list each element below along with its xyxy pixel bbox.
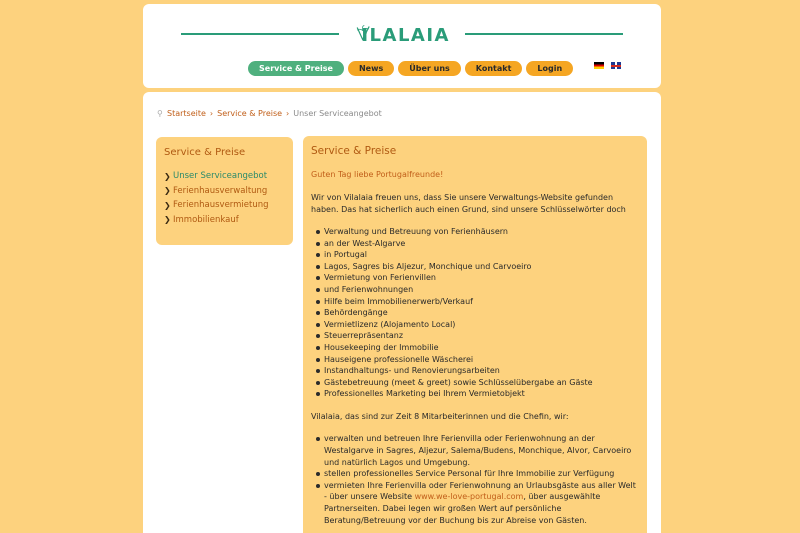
list-item: an der West-Algarve	[311, 238, 639, 250]
intro-paragraph: Wir von Vilalaia freuen uns, dass Sie unsere Verwaltungs-Website gefunden haben. Das hat sicherlich auch einen Grund, sind unsere Schlüsselwörter doch	[311, 193, 626, 214]
chevron-right-icon: ❯	[164, 215, 171, 224]
list-item: Hilfe beim Immobilienerwerb/Verkauf	[311, 296, 639, 308]
header-divider-right	[465, 33, 623, 35]
list-item	[311, 480, 639, 526]
breadcrumb-current: Unser Serviceangebot	[293, 109, 382, 118]
breadcrumb-separator-icon: ›	[209, 109, 214, 118]
list-item: Instandhaltungs- und Renovierungsarbeiten	[311, 365, 639, 377]
greeting: Guten Tag liebe Portugalfreunde!	[311, 170, 444, 179]
language-switcher	[594, 62, 621, 69]
list-item: und Ferienwohnungen	[311, 284, 639, 296]
keyword-list	[311, 226, 639, 400]
logo-text: ILALAIA	[361, 24, 450, 46]
list-item: Housekeeping der Immobilie	[311, 342, 639, 354]
sidebar-item-label: Unser Serviceangebot	[173, 171, 268, 181]
breadcrumb-home[interactable]: Startseite	[167, 109, 206, 118]
we-love-portugal-link[interactable]: www.we-love-portugal.com	[414, 492, 524, 502]
breadcrumb-section[interactable]: Service & Preise	[217, 109, 283, 118]
flag-en-icon[interactable]	[611, 62, 621, 69]
site-logo[interactable]	[355, 16, 450, 50]
list-item: Verwaltung und Betreuung von Ferienhäusern	[311, 226, 639, 238]
service-text-post: , über ausgewählte Partnerseiten. Dabei legen wir großen Wert auf persönliche Beratung/Betreuung vor der Buchung bis zur Abreise von Gästen.	[324, 492, 601, 525]
flag-de-icon[interactable]	[594, 62, 604, 69]
team-paragraph: Vilalaia, das sind zur Zeit 8 Mitarbeiterinnen und die Chefin, wir:	[311, 411, 569, 421]
main-panel	[143, 92, 661, 533]
main-nav	[248, 61, 573, 76]
list-item: stellen professionelles Service Personal für Ihre Immobilie zur Verfügung	[311, 468, 639, 480]
nav-kontakt[interactable]: Kontakt	[465, 61, 523, 76]
list-item: Vermietlizenz (Alojamento Local)	[311, 319, 639, 331]
nav-ueber-uns[interactable]: Über uns	[398, 61, 461, 76]
sidebar-item-serviceangebot[interactable]	[164, 171, 285, 181]
breadcrumb-separator-icon: ›	[286, 109, 290, 118]
location-pin-icon: ⚲	[157, 108, 163, 118]
site-header	[143, 4, 661, 88]
breadcrumb	[157, 109, 382, 118]
chevron-right-icon: ❯	[164, 200, 171, 210]
content-panel	[303, 136, 647, 533]
list-item: Gästebetreuung (meet & greet) sowie Schlüsselübergabe an Gäste	[311, 377, 639, 389]
list-item: Behördengänge	[311, 307, 639, 319]
nav-login[interactable]: Login	[526, 61, 573, 76]
sidebar-item-label: Immobilienkauf	[173, 214, 239, 225]
page-title: Service & Preise	[311, 145, 397, 157]
header-divider-left	[181, 33, 339, 35]
sidebar-item-ferienhausvermietung[interactable]	[164, 200, 285, 210]
nav-service-preise[interactable]: Service & Preise	[248, 61, 344, 76]
list-item: Vermietung von Ferienvillen	[311, 272, 639, 284]
sidebar-item-ferienhausverwaltung[interactable]	[164, 186, 285, 196]
sidebar-title: Service & Preise	[164, 147, 246, 158]
list-item: Steuerrepräsentanz	[311, 330, 639, 342]
list-item: Lagos, Sagres bis Aljezur, Monchique und Carvoeiro	[311, 261, 639, 273]
chevron-right-icon: ❯	[164, 186, 171, 195]
nav-news[interactable]: News	[348, 61, 394, 76]
services-list	[311, 433, 639, 526]
sidebar-item-label: Ferienhausverwaltung	[173, 185, 268, 196]
service-text-pre: vermieten Ihre Ferienvilla oder Ferienwohnung an Urlaubsgäste aus aller Welt - über unsere Website	[324, 480, 636, 502]
list-item: Professionelles Marketing bei Ihrem Vermietobjekt	[311, 388, 639, 400]
list-item: in Portugal	[311, 249, 639, 261]
list-item: verwalten und betreuen Ihre Ferienvilla oder Ferienwohnung an der Westalgarve in Sagres, Aljezur, Salema/Budens, Monchique, Alvor, Carvoeiro und natürlich Lagos und Umgebung.	[311, 433, 639, 468]
list-item: Hauseigene professionelle Wäscherei	[311, 354, 639, 366]
sidebar	[156, 137, 293, 245]
sidebar-item-label: Ferienhausvermietung	[173, 200, 269, 210]
chevron-right-icon: ❯	[164, 171, 171, 181]
sidebar-item-immobilienkauf[interactable]	[164, 215, 285, 225]
